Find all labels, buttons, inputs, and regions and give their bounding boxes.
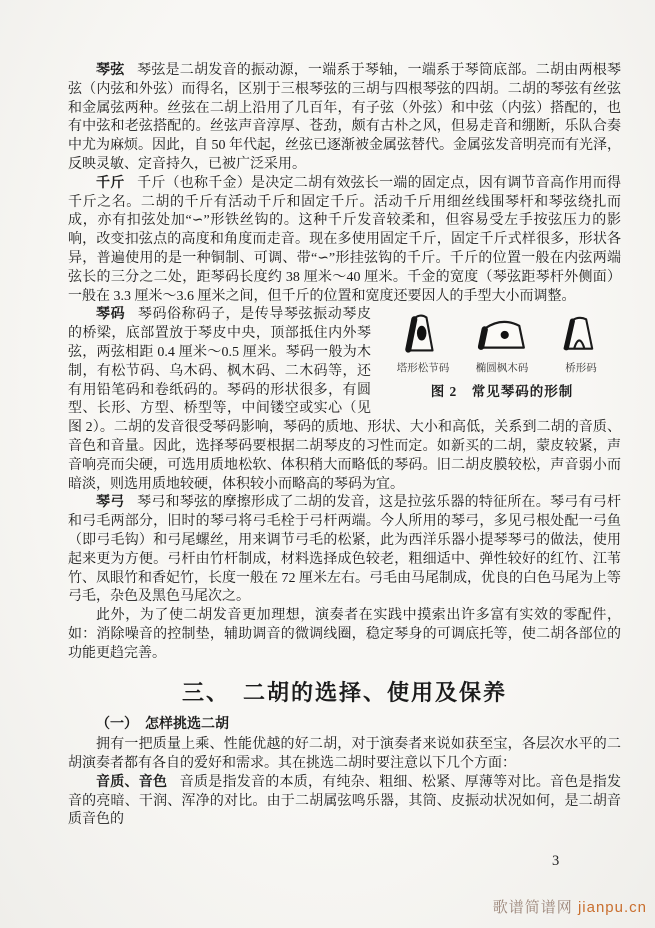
figure-label-oval-bridge: 椭圆枫木码 — [475, 363, 529, 375]
paragraph-qianjin-label: 千斤 — [96, 175, 125, 191]
watermark-site-name: 歌谱简谱网 — [492, 899, 573, 916]
paragraph-bridge-label: 琴码 — [96, 307, 126, 323]
page-number: 3 — [552, 853, 560, 869]
paragraph-bow-label: 琴弓 — [96, 495, 125, 511]
arch-bridge-illustration — [556, 309, 606, 359]
watermark — [493, 896, 647, 917]
paragraph-bow-text: 琴弓和琴弦的摩擦形成了二胡的发音，这是拉弦乐器的特征所在。琴弓有弓杆和弓毛两部分，旧时的琴弓将弓毛栓于弓杆两端。今人所用的琴弓，多见弓根处配一弓鱼（即弓毛钩）和弓尾螺丝，用来调节弓毛的松紧，此为西洋乐器小提琴琴弓的做法，使用起来更为方便。弓杆由竹杆制成，材料选择成色较老，粗细适中、弹性较好的红竹、江苇竹、凤眼竹和香妃竹，长度一般在 72 厘米左右。弓毛由马尾制成，优良的白色马尾为上等弓毛，杂色及黑色马尾次之。 — [68, 495, 622, 605]
figure-bridge-shapes — [383, 309, 621, 402]
paragraph-accessories — [68, 607, 621, 663]
watermark-site-url: jianpu.cn — [577, 899, 647, 916]
figure-item-tower-bridge — [387, 309, 459, 375]
paragraph-strings-text: 琴弦是二胡发音的振动源，一端系于琴轴，一端系于琴筒底部。二胡由两根琴弦（内弦和外弦）而得名，区别于三根琴弦的三胡与四根琴弦的四胡。二胡的琴弦有丝弦和金属弦两种。丝弦在二胡上沿用了几百年，有子弦（外弦）和中弦（内弦）搭配的，也有中弦和老弦搭配的。丝弦声音淳厚、苍劲，颇有古朴之风，但易走音和绷断，乐队合奏中尤为麻烦。因此，自 50 年代起，丝弦已逐渐被金属弦替代。金属弦发音明亮而有光泽，反映灵敏、定音持久，已被广泛采用。 — [68, 63, 622, 172]
paragraph-qianjin — [68, 175, 621, 307]
paragraph-qianjin-text: 千斤（也称千金）是决定二胡有效弦长一端的固定点，因有调节音高作用而得千斤之名。二胡的千斤有活动千斤和固定千斤。活动千斤用细丝线围琴杆和琴弦绕扎而成，亦有扣弦处加“∽”形铁丝钩的。这种千斤发音较柔和，但容易受左手按弦压力的影响，改变扣弦点的高度和角度而走音。现在多使用固定千斤，固定千斤式样很多，形状各异，普遍使用的是一种铜制、可调、带“∽”形挂弦钩的千斤。千斤的位置一般在内弦两端弦长的三分之二处，距琴码长度约 38 厘米～40 厘米。千金的宽度（琴弦距琴杆外侧面）一般在 3.3 厘米～3.6 厘米之间，但千斤的位置和宽度还要因人的手型大小而调整。 — [68, 175, 622, 304]
figure-label-tower-bridge: 塔形松节码 — [396, 363, 450, 375]
figure-item-arch-bridge — [545, 309, 617, 375]
paragraph-strings-label: 琴弦 — [96, 63, 125, 78]
oval-maple-bridge-illustration — [472, 309, 532, 359]
tower-pine-bridge-illustration — [397, 309, 449, 359]
paragraph-accessories-text: 此外，为了使二胡发音更加理想，演奏者在实践中摸索出许多富有实效的零配件，如：消除噪音的控制垫，辅助调音的微调线圈，稳定琴身的可调底托等，使二胡各部位的功能更趋完善。 — [68, 608, 621, 661]
figure-caption: 图 2 常见琴码的形制 — [430, 384, 574, 400]
paragraph-selection-intro — [68, 736, 621, 774]
paragraph-tone-quality-label: 音质、音色 — [96, 774, 168, 790]
paragraph-bow — [68, 494, 621, 607]
paragraph-strings — [68, 62, 621, 175]
paragraph-bridge — [68, 306, 621, 494]
subsection-heading: （一） 怎样挑选二胡 — [96, 717, 229, 733]
figure-item-oval-bridge — [466, 309, 538, 375]
paragraph-tone-quality-text: 音质是指发音的本质，有纯杂、粗细、松紧、厚薄等对比。音色是指发音的亮暗、干润、浑净的对比。由于二胡属弦鸣乐器，其筒、皮振动状况如何，是二胡音质音色的 — [68, 774, 622, 828]
paragraph-bridge-text: 琴码俗称码子，是传导琴弦振动琴皮的桥梁，底部置放于琴皮中央，顶部抵住内外琴弦，两弦相距 0.4 厘米～0.5 厘米。琴码一般为木制，有松节码、乌木码、枫木码、二木码等，还有用铅笔码和卷纸码的。琴码的形状很多，有圆型、长形、方型、桥型等，中间镂空或实心（见图 2）。二胡的发音很受琴码影响，琴码的质地、形状、大小和高低，关系到二胡的音质、音色和音量。因此，选择琴码要根据二胡琴皮的习性而定。如新买的二胡，蒙皮较紧，声音响亮而尖硬，可选用质地松软、体积稍大而略低的琴码。旧二胡皮膜较松，声音弱小而暗淡，则选用质地较硬，体积较小而略高的琴码为宜。 — [68, 307, 621, 492]
paragraph-tone-quality — [68, 774, 621, 830]
figure-label-arch-bridge: 桥形码 — [565, 363, 597, 375]
section-heading: 三、 二胡的选择、使用及保养 — [181, 679, 507, 705]
figure-row — [383, 309, 621, 375]
paragraph-selection-intro-text: 拥有一把质量上乘、性能优越的好二胡，对于演奏者来说如获至宝，各层次水平的二胡演奏者都有各自的爱好和需求。其在挑选二胡时要注意以下几个方面： — [68, 737, 621, 772]
page-body — [68, 62, 621, 830]
